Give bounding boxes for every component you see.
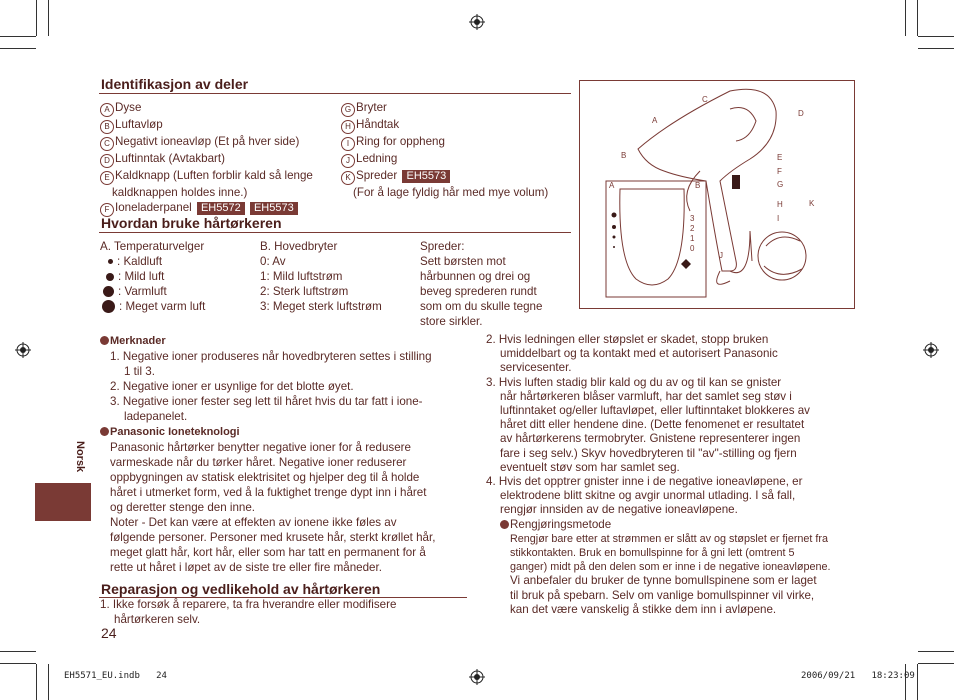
callout-b: B	[621, 151, 627, 160]
part-item-j: J Ledning	[341, 151, 548, 168]
callout-h: H	[777, 200, 783, 209]
letter-h-icon: H	[341, 120, 355, 134]
callout-i: I	[777, 214, 780, 223]
switch-label-3: 3	[690, 214, 695, 223]
crop-mark	[0, 663, 36, 664]
notes-block: Merknader 1. Negative ioner produseres når hovedbryteren settes i stilling 1 til 3. 2. Negative ioner er usynlige for det blotte øyet. 3. Negative ioner fester seg lett til håret hvis du tar fatt i ione- ladepanelet. Panasonic Ioneteknologi Panasonic hårtørker benytter negative ioner for å redusere varmeskade når du tørker håret. Negative ioner reduserer oppbygningen av statisk elektrisitet og hjelper deg til å holde håret i utmerket form, ved å la fuktighet trenge dypt inn i håret og deretter stenge den inne. Noter - Det kan være at effekten av ionene ikke føles av følgende personer. Personer med krusete hår, sterkt krøllet hår, meget glatt hår, kort hår, eller som har tatt en permanent for å rette ut håret i løpet av de siste tre eller fire måneder.	[100, 333, 435, 575]
diagram-label-b: B	[695, 181, 701, 190]
section-title-identification: Identifikasjon av deler	[101, 76, 249, 92]
letter-c-icon: C	[100, 137, 114, 151]
repair-list: 1. Ikke forsøk å reparere, ta fra hverandre eller modifisere hårtørkeren selv.	[100, 598, 397, 626]
crop-mark	[918, 48, 954, 49]
callout-g: G	[777, 180, 784, 189]
model-badge: EH5572	[197, 202, 245, 215]
footer-file: EH5571_EU.indb 24	[64, 671, 167, 681]
page-number: 24	[101, 625, 117, 641]
registration-mark-icon	[469, 669, 485, 685]
registration-mark-icon	[15, 342, 31, 358]
repair-list-continued: 2. Hvis ledningen eller støpslet er skadet, stopp bruken umiddelbart og ta kontakt med et autorisert Panasonic servicesenter. 3. Hvis luften stadig blir kald og du av og til kan se gnister når hårtørkeren blåser varmluft, har det samlet seg støv i luftinntaket og/eller luftavløpet, eller luftinntaket blokkeres av håret ditt eller hendene dine. (Dette fenomenet er resultatet av hårtørkerens termobryter. Gnistene representerer ingen fare i seg selv.) Skyv hovedbryteren til "av"-stilling og fjern eventuelt støv som har samlet seg. 4. Hvis det opptrer gnister inne i de negative ioneavløpene, er elektrodene blitt skitne og avgir unormal utlading. I så fall, rengjør innsiden av de negative ioneavløpene. Rengjøringsmetode Rengjør bare etter at strømmen er slått av og støpslet er fjernet fra stikkontakten. Bruk en bomullspinne for å gni lett (omtrent 5 ganger) midt på den delen som er inne i de negative ioneavløpene. Vi anbefaler du bruker de tynne bomullspinene som er laget til bruk på spebarn. Selv om vanlige bomullspinner vil virke, kan det være vanskelig å stikke dem inn i avløpene.	[486, 333, 831, 616]
bullet-icon	[500, 520, 509, 529]
part-item-b: B Luftavløp	[100, 117, 313, 134]
dot-icon	[103, 286, 114, 297]
hair-dryer-diagram	[579, 80, 855, 309]
language-label: Norsk	[74, 441, 86, 473]
part-item-i: I Ring for oppheng	[341, 134, 548, 151]
part-item-c: C Negativt ioneavløp (Et på hver side)	[100, 134, 313, 151]
registration-mark-icon	[469, 14, 485, 30]
callout-a: A	[652, 116, 658, 125]
crop-mark	[918, 36, 954, 37]
crop-mark	[36, 0, 37, 36]
language-tab	[35, 483, 91, 521]
callout-d: D	[798, 109, 804, 118]
crop-mark	[905, 664, 906, 700]
switch-label-2: 2	[690, 224, 695, 233]
crop-mark	[0, 36, 36, 37]
section-title-repair: Reparasjon og vedlikehold av hårtørkeren	[101, 581, 381, 597]
ion-tech-title: Panasonic Ioneteknologi	[110, 426, 240, 438]
section-divider	[99, 93, 571, 94]
part-item-k: K Spreder EH5573	[341, 168, 548, 185]
part-item-a: A Dyse	[100, 100, 313, 117]
bullet-icon	[100, 427, 109, 436]
model-badge: EH5573	[250, 202, 298, 215]
part-item-d: D Luftinntak (Avtakbart)	[100, 151, 313, 168]
dot-icon	[108, 259, 113, 264]
switch-label-0: 0	[690, 244, 695, 253]
hair-dryer-illustration	[580, 81, 854, 308]
part-item-f: F Ioneladerpanel EH5572 EH5573	[100, 200, 313, 217]
crop-mark	[917, 0, 918, 36]
diffuser-column: Spreder: Sett børsten mot hårbunnen og drei og beveg sprederen rundt som om du skulle tegne store sirkler.	[420, 240, 543, 328]
crop-mark	[0, 48, 36, 49]
switch-label-1: 1	[690, 234, 695, 243]
callout-k: K	[809, 199, 815, 208]
letter-f-icon: F	[100, 203, 114, 217]
temperature-column: A. Temperaturvelger : Kaldluft : Mild luft : Varmluft : Meget varm luft	[100, 240, 206, 313]
main-switch-column: B. Hovedbryter 0: Av 1: Mild luftstrøm 2: Sterk luftstrøm 3: Meget sterk luftstrøm	[260, 240, 382, 313]
crop-mark	[918, 663, 954, 664]
crop-mark	[48, 0, 49, 36]
crop-mark	[48, 664, 49, 700]
registration-mark-icon	[923, 342, 939, 358]
part-item-e: E Kaldknapp (Luften forblir kald så lenge	[100, 168, 313, 185]
crop-mark	[917, 664, 918, 700]
callout-f: F	[777, 167, 782, 176]
letter-a-icon: A	[100, 103, 114, 117]
dot-icon	[102, 300, 115, 313]
crop-mark	[0, 651, 36, 652]
letter-k-icon: K	[341, 171, 355, 185]
letter-j-icon: J	[341, 154, 355, 168]
diagram-label-a: A	[609, 181, 615, 190]
section-title-usage: Hvordan bruke hårtørkeren	[101, 215, 282, 231]
part-item-g: G Bryter	[341, 100, 548, 117]
crop-mark	[918, 651, 954, 652]
part-item-h: H Håndtak	[341, 117, 548, 134]
callout-j: J	[719, 251, 723, 260]
bullet-icon	[100, 336, 109, 345]
notes-title: Merknader	[110, 335, 166, 347]
callout-c: C	[702, 95, 708, 104]
part-item-e-cont: kaldknappen holdes inne.)	[112, 186, 248, 199]
part-list-left	[100, 100, 313, 217]
letter-e-icon: E	[100, 171, 114, 185]
letter-g-icon: G	[341, 103, 355, 117]
section-divider	[99, 232, 571, 233]
callout-e: E	[777, 153, 783, 162]
crop-mark	[36, 664, 37, 700]
letter-d-icon: D	[100, 154, 114, 168]
part-list-right	[341, 100, 548, 200]
letter-i-icon: I	[341, 137, 355, 151]
letter-b-icon: B	[100, 120, 114, 134]
crop-mark	[905, 0, 906, 36]
dot-icon	[106, 273, 114, 281]
footer-date: 2006/09/21 18:23:09	[801, 671, 915, 681]
model-badge: EH5573	[402, 170, 450, 183]
part-item-k-note: (For å lage fyldig hår med mye volum)	[353, 186, 549, 199]
cleaning-title: Rengjøringsmetode	[510, 517, 612, 531]
